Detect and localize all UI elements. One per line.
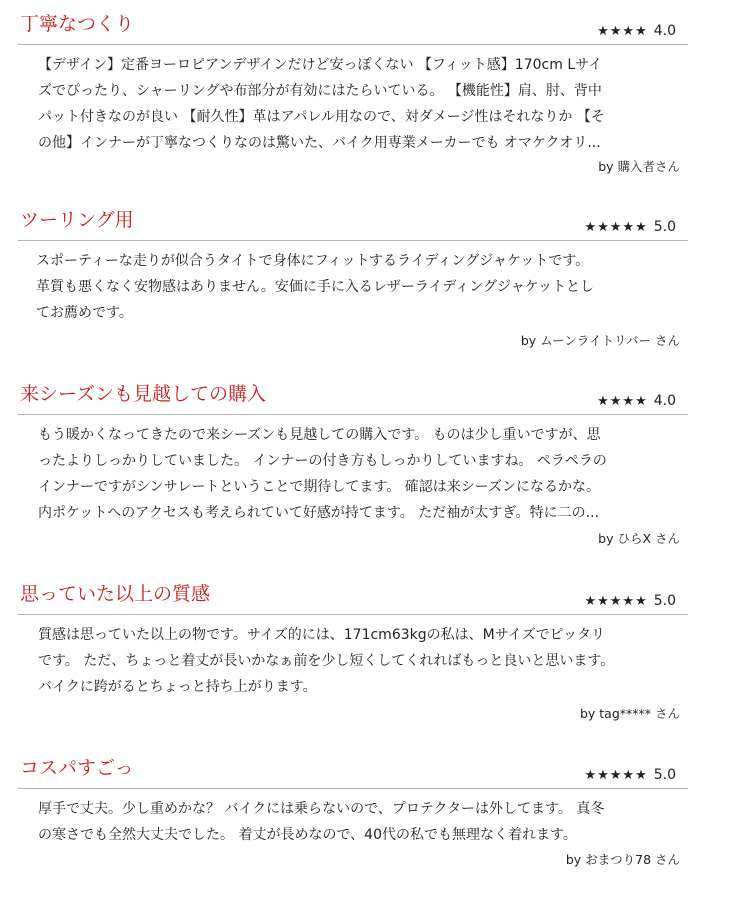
star-rating-icon: ★★★★ [597, 24, 648, 39]
review-text-line: です。 ただ、ちょっと着丈が長いかなぁ前を少し短くしてくれればもっと良いと思います。 [38, 653, 615, 669]
review-text-line: 革質も悪くなく安物感はありません。安価に手に入るレザーライディングジャケットとし [36, 279, 595, 295]
rating [597, 392, 676, 411]
review-author: by おまつり78 さん [565, 852, 680, 867]
rating [597, 22, 676, 41]
review-body [36, 248, 688, 326]
review-author: by ムーンライトリバー さん [520, 333, 680, 348]
rating [584, 766, 676, 785]
review-title: 思っていた以上の質感 [20, 583, 211, 605]
review-text-line: 【デザイン】定番ヨーロピアンデザインだけど安っぽくない 【フィット感】170cm Lサイ [38, 57, 603, 73]
rating-score: 4.0 [653, 393, 676, 409]
review-text-line: 質感は思っていた以上の物です。サイズ的には、171cm63kgの私は、Mサイズでピッタリ [38, 627, 606, 643]
review-text-line: スポーティーな走りが似合うタイトで身体にフィットするライディングジャケットです。 [36, 253, 590, 269]
rating-score: 5.0 [653, 767, 676, 783]
review-author: by 購入者さん [598, 159, 680, 174]
review-body [38, 796, 690, 848]
review-author: by tag***** さん [579, 706, 680, 721]
rating [584, 592, 676, 611]
review-text-line: ったよりしっかりしていました。 インナーの付き方もしっかりしていますね。 ペラペラの [38, 453, 607, 469]
review-text-line: バイクに跨がるとちょっと持ち上がります。 [38, 679, 317, 695]
review-text-line: 厚手で丈夫。少し重めかな？ バイクには乗らないので、プロテクターは外してます。 真冬 [38, 801, 605, 817]
review-text-line: パット付きなのが良い 【耐久性】革はアパレル用なので、対ダメージ性はそれなりか 【そ [38, 109, 605, 125]
rating-score: 4.0 [653, 23, 676, 39]
review-header [18, 744, 688, 789]
review-title: コスパすごっ [20, 757, 134, 779]
review-author: by ひらX さん [598, 531, 680, 546]
star-rating-icon: ★★★★ [597, 394, 648, 409]
review-header [18, 196, 688, 241]
review-header [18, 0, 688, 45]
review-title: 丁寧なつくり [20, 13, 135, 35]
review-text-line: てお薦めです。 [36, 305, 133, 321]
review-text-line: もう暖かくなってきたので来シーズンも見越しての購入です。 ものは少し重いですが、思 [38, 427, 601, 443]
review-text-line: の他】インナーが丁寧なつくりなのは驚いた、バイク用専業メーカーでも オマケクオリ... [38, 135, 601, 151]
review-text-line: ズでぴったり、シャーリングや布部分が有効にはたらいている。 【機能性】肩、肘、背中 [38, 83, 602, 99]
star-rating-icon: ★★★★★ [584, 768, 648, 783]
rating-score: 5.0 [653, 219, 676, 235]
star-rating-icon: ★★★★★ [584, 594, 648, 609]
review-body [38, 422, 690, 526]
review-text-line: の寒さでも全然大丈夫でした。 着丈が長めなので、40代の私でも無理なく着れます。 [38, 827, 577, 843]
review-title: 来シーズンも見越しての購入 [20, 383, 267, 405]
review-text-line: インナーですがシンサレートということで期待してます。 確認は来シーズンになるかな。 [38, 479, 600, 495]
rating [584, 218, 676, 237]
review-header [18, 370, 688, 415]
rating-score: 5.0 [653, 593, 676, 609]
star-rating-icon: ★★★★★ [584, 220, 648, 235]
review-title: ツーリング用 [20, 209, 134, 231]
review-body [38, 52, 690, 156]
review-body [38, 622, 690, 700]
review-header [18, 570, 688, 615]
review-text-line: 内ポケットへのアクセスも考えられていて好感が持てます。 ただ袖が太すぎ。特に二の... [38, 505, 599, 521]
